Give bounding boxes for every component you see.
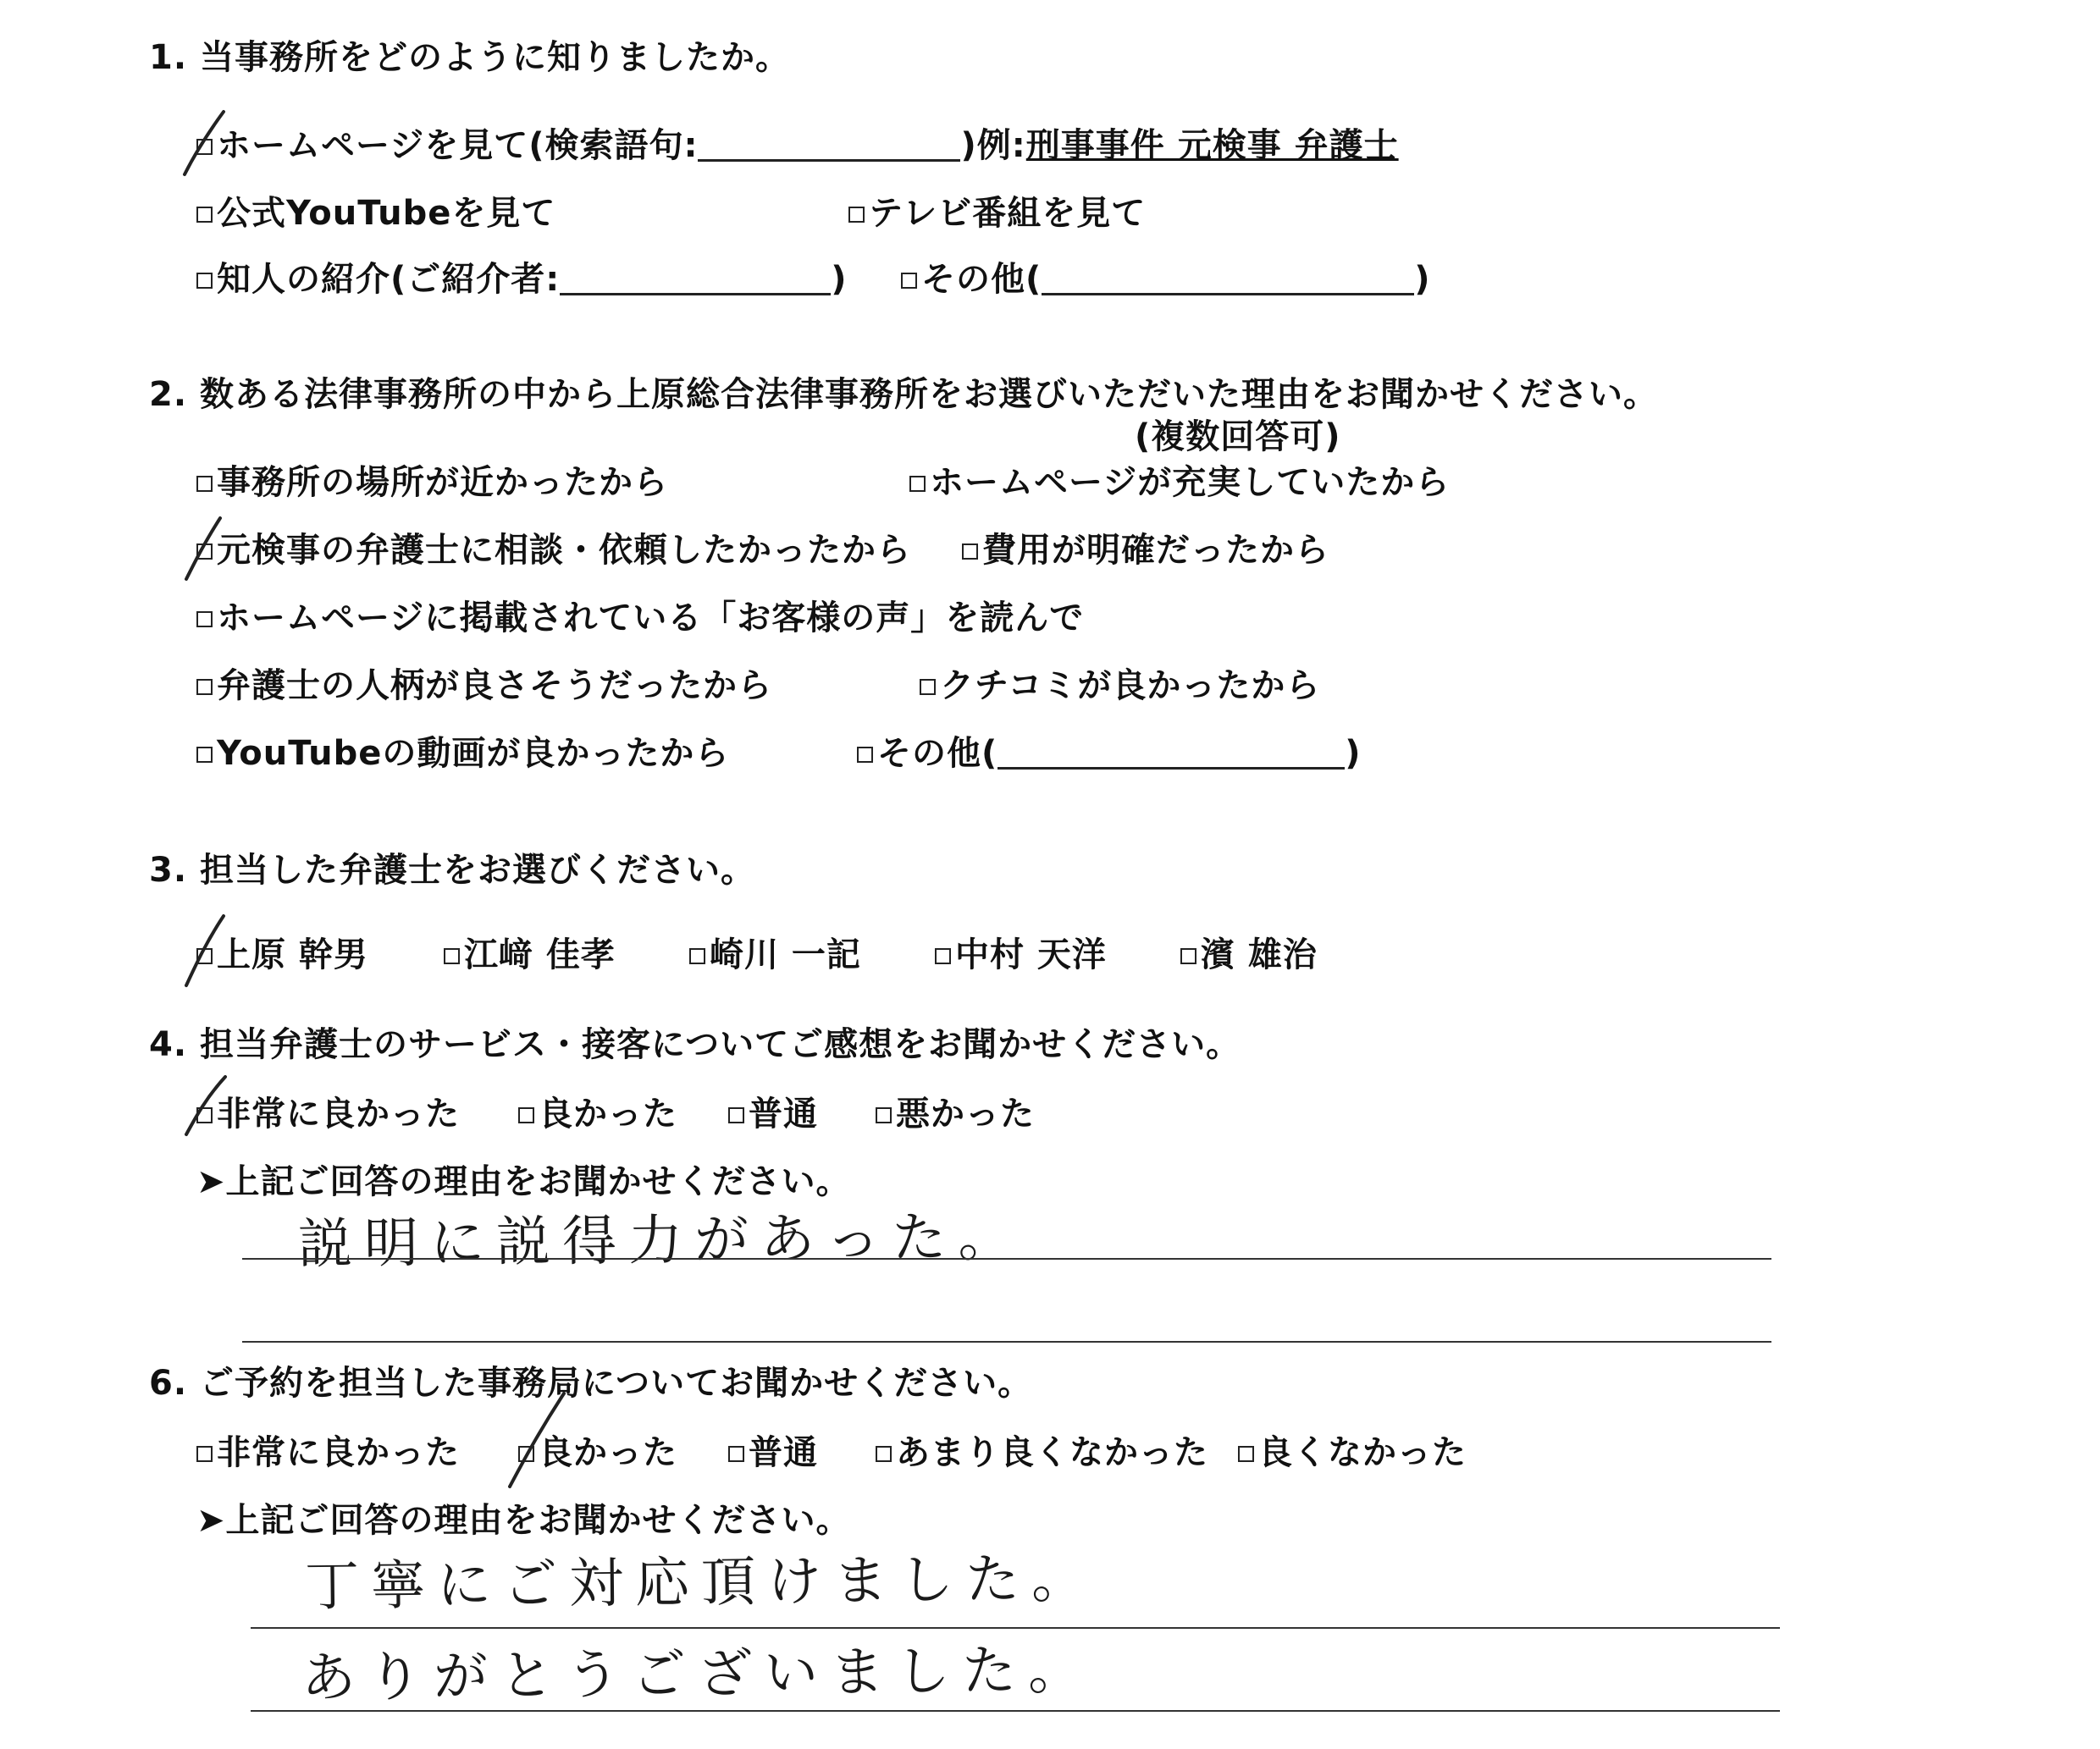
checkbox[interactable]	[728, 1446, 744, 1462]
q6-option[interactable]	[876, 1426, 1208, 1474]
q2-option-label: ホームページが充実していたから	[930, 463, 1451, 502]
q1-example-prefix: )例:	[960, 126, 1026, 165]
q1-referral-label: 知人の紹介(ご紹介者:	[217, 260, 561, 299]
q3-lawyer-option[interactable]	[689, 928, 861, 976]
lawyer-name: 上原 幹男	[217, 935, 368, 974]
checkbox[interactable]	[196, 679, 213, 695]
q1-referral-close: )	[831, 260, 848, 299]
checkbox[interactable]	[901, 273, 917, 289]
q6-handwritten-answer-line1: 丁寧にご対応頂けました。	[304, 1548, 1098, 1619]
q2-option-label: YouTubeの動画が良かったから	[217, 734, 730, 773]
q3-lawyer-option[interactable]	[935, 928, 1107, 976]
q4-option[interactable]	[518, 1087, 677, 1135]
q4-handwritten-answer: 説明に説得力があった。	[297, 1206, 1025, 1277]
checkbox[interactable]	[857, 747, 873, 763]
checkbox[interactable]	[848, 207, 865, 223]
q2-option-label: 弁護士の人柄が良さそうだったから	[217, 666, 772, 705]
q6-option-label: 非常に良かった	[217, 1433, 460, 1472]
answer-line[interactable]	[251, 1710, 1780, 1712]
q6-option[interactable]	[196, 1426, 460, 1474]
referrer-blank[interactable]	[560, 262, 831, 295]
q1-option-other[interactable]	[901, 252, 1431, 301]
q2-option-label: クチコミが良かったから	[940, 666, 1321, 705]
q2-option-reviews[interactable]	[920, 659, 1320, 707]
lawyer-name: 江﨑 佳孝	[464, 935, 616, 974]
q1-other-blank[interactable]	[1042, 262, 1414, 295]
q2-note: (複数回答可)	[1135, 417, 1341, 456]
q2-option-label: その他(	[877, 734, 998, 773]
q2-other-blank[interactable]	[998, 737, 1345, 770]
q2-title: 2. 数ある法律事務所の中から上原総合法律事務所をお選びいただいた理由をお聞かせください。	[149, 375, 1658, 414]
q2-option-label: 費用が明確だったから	[982, 531, 1329, 570]
q1-example-terms: 刑事事件 元検事 弁護士	[1025, 126, 1399, 165]
checkbox[interactable]	[920, 679, 936, 695]
checkbox[interactable]	[196, 273, 213, 289]
checkmark-icon	[181, 511, 232, 582]
q4-option-label: 普通	[749, 1095, 818, 1134]
q1-option-tv[interactable]	[848, 186, 1146, 234]
q2-option-youtube[interactable]	[196, 726, 729, 775]
checkbox[interactable]	[196, 476, 213, 492]
q2-option-other[interactable]	[857, 726, 1362, 775]
q4-option-label: 悪かった	[896, 1095, 1035, 1134]
q3-lawyer-option[interactable]	[1180, 928, 1318, 976]
checkmark-icon	[183, 908, 234, 989]
q3-lawyer-option[interactable]	[444, 928, 616, 976]
q4-title: 4. 担当弁護士のサービス・接客についてご感想をお聞かせください。	[149, 1025, 1241, 1064]
q6-title: 6. ご予約を担当した事務局についてお聞かせください。	[149, 1364, 1033, 1403]
checkbox[interactable]	[876, 1107, 892, 1123]
q6-option-label: 良くなかった	[1258, 1433, 1467, 1472]
q2-other-close: )	[1345, 734, 1362, 773]
checkbox[interactable]	[196, 747, 213, 763]
q4-option[interactable]	[196, 1087, 460, 1135]
q4-option[interactable]	[876, 1087, 1035, 1135]
q2-option-ex-prosecutor[interactable]	[196, 523, 911, 571]
checkmark-icon	[505, 1388, 572, 1490]
q6-option-label: 普通	[749, 1433, 818, 1472]
q6-reason-prompt: ➤上記ご回答の理由をお聞かせください。	[196, 1501, 851, 1540]
q1-title: 1. 当事務所をどのように知りましたか。	[149, 38, 790, 77]
checkmark-icon	[181, 107, 232, 178]
checkbox[interactable]	[876, 1446, 892, 1462]
lawyer-name: 崎川 一記	[710, 935, 861, 974]
q6-option[interactable]	[1238, 1426, 1467, 1474]
q2-option-label: 事務所の場所が近かったから	[217, 463, 668, 502]
checkbox[interactable]	[196, 1446, 213, 1462]
checkbox[interactable]	[196, 611, 213, 627]
q2-option-label: 元検事の弁護士に相談・依頼したかったから	[217, 531, 911, 570]
q4-option-label: 良かった	[539, 1095, 677, 1134]
q1-option-youtube[interactable]	[196, 186, 555, 234]
search-terms-blank[interactable]	[698, 129, 960, 162]
checkbox[interactable]	[444, 948, 460, 964]
q2-option-testimonials[interactable]	[196, 591, 1084, 639]
q3-title: 3. 担当した弁護士をお選びください。	[149, 851, 755, 890]
q1-other-label: その他(	[921, 260, 1042, 299]
q2-option-homepage[interactable]	[909, 455, 1450, 504]
q2-option-personality[interactable]	[196, 659, 772, 707]
answer-line[interactable]	[242, 1341, 1771, 1343]
q1-homepage-label: ホームページを見て(検索語句:	[217, 126, 699, 165]
q4-reason-prompt: ➤上記ご回答の理由をお聞かせください。	[196, 1162, 851, 1201]
checkbox[interactable]	[935, 948, 951, 964]
q4-option-label: 非常に良かった	[217, 1095, 460, 1134]
q2-option-location[interactable]	[196, 455, 668, 504]
q6-option-label: あまり良くなかった	[896, 1433, 1208, 1472]
q1-youtube-label: 公式YouTubeを見て	[217, 194, 556, 233]
checkbox[interactable]	[518, 1107, 534, 1123]
q1-tv-label: テレビ番組を見て	[869, 194, 1147, 233]
q4-option[interactable]	[728, 1087, 818, 1135]
checkbox[interactable]	[909, 476, 926, 492]
q6-option-label: 良かった	[539, 1433, 677, 1472]
checkbox[interactable]	[1180, 948, 1196, 964]
q1-other-close: )	[1414, 260, 1431, 299]
q2-option-label: ホームページに掲載されている「お客様の声」を読んで	[217, 599, 1085, 637]
lawyer-name: 中村 天洋	[955, 935, 1107, 974]
q2-option-fees[interactable]	[962, 523, 1329, 571]
q6-option[interactable]	[728, 1426, 818, 1474]
checkbox[interactable]	[1238, 1446, 1254, 1462]
lawyer-name: 濱 雄治	[1201, 935, 1318, 974]
q1-option-referral[interactable]	[196, 252, 848, 301]
answer-line[interactable]	[242, 1258, 1771, 1260]
checkmark-icon	[181, 1070, 232, 1138]
checkbox[interactable]	[728, 1107, 744, 1123]
checkbox[interactable]	[196, 207, 213, 223]
q1-option-homepage[interactable]	[196, 119, 1399, 167]
checkbox[interactable]	[962, 543, 978, 560]
checkbox[interactable]	[689, 948, 705, 964]
q6-handwritten-answer-line2: ありがとうございました。	[301, 1639, 1095, 1710]
